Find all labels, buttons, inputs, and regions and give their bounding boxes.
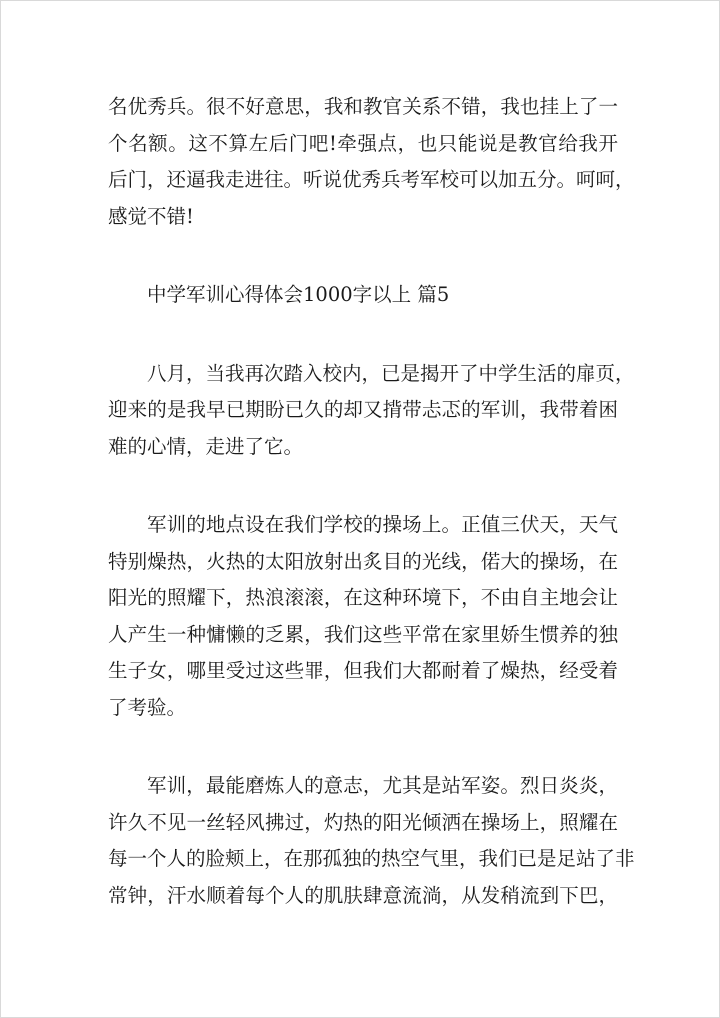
text-line: 军训的地点设在我们学校的操场上。正值三伏天，天气	[147, 513, 618, 536]
paragraph-1	[108, 89, 635, 235]
text-line: 军训，最能磨炼人的意志，尤其是站军姿。烈日炎炎，	[147, 774, 618, 797]
text-line: 名优秀兵。很不好意思，我和教官关系不错，我也挂上了一	[108, 95, 618, 118]
text-line: 了考验。	[108, 695, 187, 719]
text-line: 生子女，哪里受过这些罪，但我们大都耐着了燥热，经受着	[108, 659, 618, 682]
paragraph-spacer	[108, 235, 618, 277]
text-line: 个名额。这不算左后门吧!牵强点，也只能说是教官给我开	[108, 131, 618, 155]
text-line: 特别燥热，火热的太阳放射出炙目的光线，偌大的操场，在	[108, 549, 618, 573]
section-heading	[108, 277, 618, 314]
paragraph-3	[108, 507, 618, 726]
text-line: 难的心情，走进了它。	[108, 434, 304, 458]
text-line: 每一个人的脸颊上，在那孤独的热空气里，我们已是足站了非	[108, 847, 635, 870]
paragraph-2	[108, 356, 635, 466]
text-line: 感觉不错!	[108, 204, 194, 228]
text-line: 后门，还逼我走进往。听说优秀兵考军校可以加五分。呵呵，	[108, 168, 635, 191]
text-line: 迎来的是我早已期盼已久的却又揹带忐忑的军训，我带着困	[108, 398, 618, 421]
text-line: 常钟，汗水顺着每个人的肌肤肆意流淌，从发稍流到下巴，	[108, 883, 618, 907]
paragraph-spacer	[108, 314, 618, 356]
text-line: 许久不见一丝轻风拂过，灼热的阳光倾洒在操场上，照耀在	[108, 810, 618, 834]
document-body	[108, 89, 635, 914]
heading-text: 中学军训心得体会1000字以上 篇5	[147, 283, 450, 306]
text-line: 人产生一种慵懒的乏累，我们这些平常在家里娇生惯养的独	[108, 622, 618, 646]
text-line: 八月，当我再次踏入校内，已是揭开了中学生活的扉页，	[147, 361, 635, 385]
paragraph-spacer	[108, 726, 618, 768]
paragraph-4	[108, 768, 635, 914]
paragraph-spacer	[108, 465, 618, 507]
text-line: 阳光的照耀下，热浪滚滚，在这种环境下，不由自主地会让	[108, 586, 618, 609]
